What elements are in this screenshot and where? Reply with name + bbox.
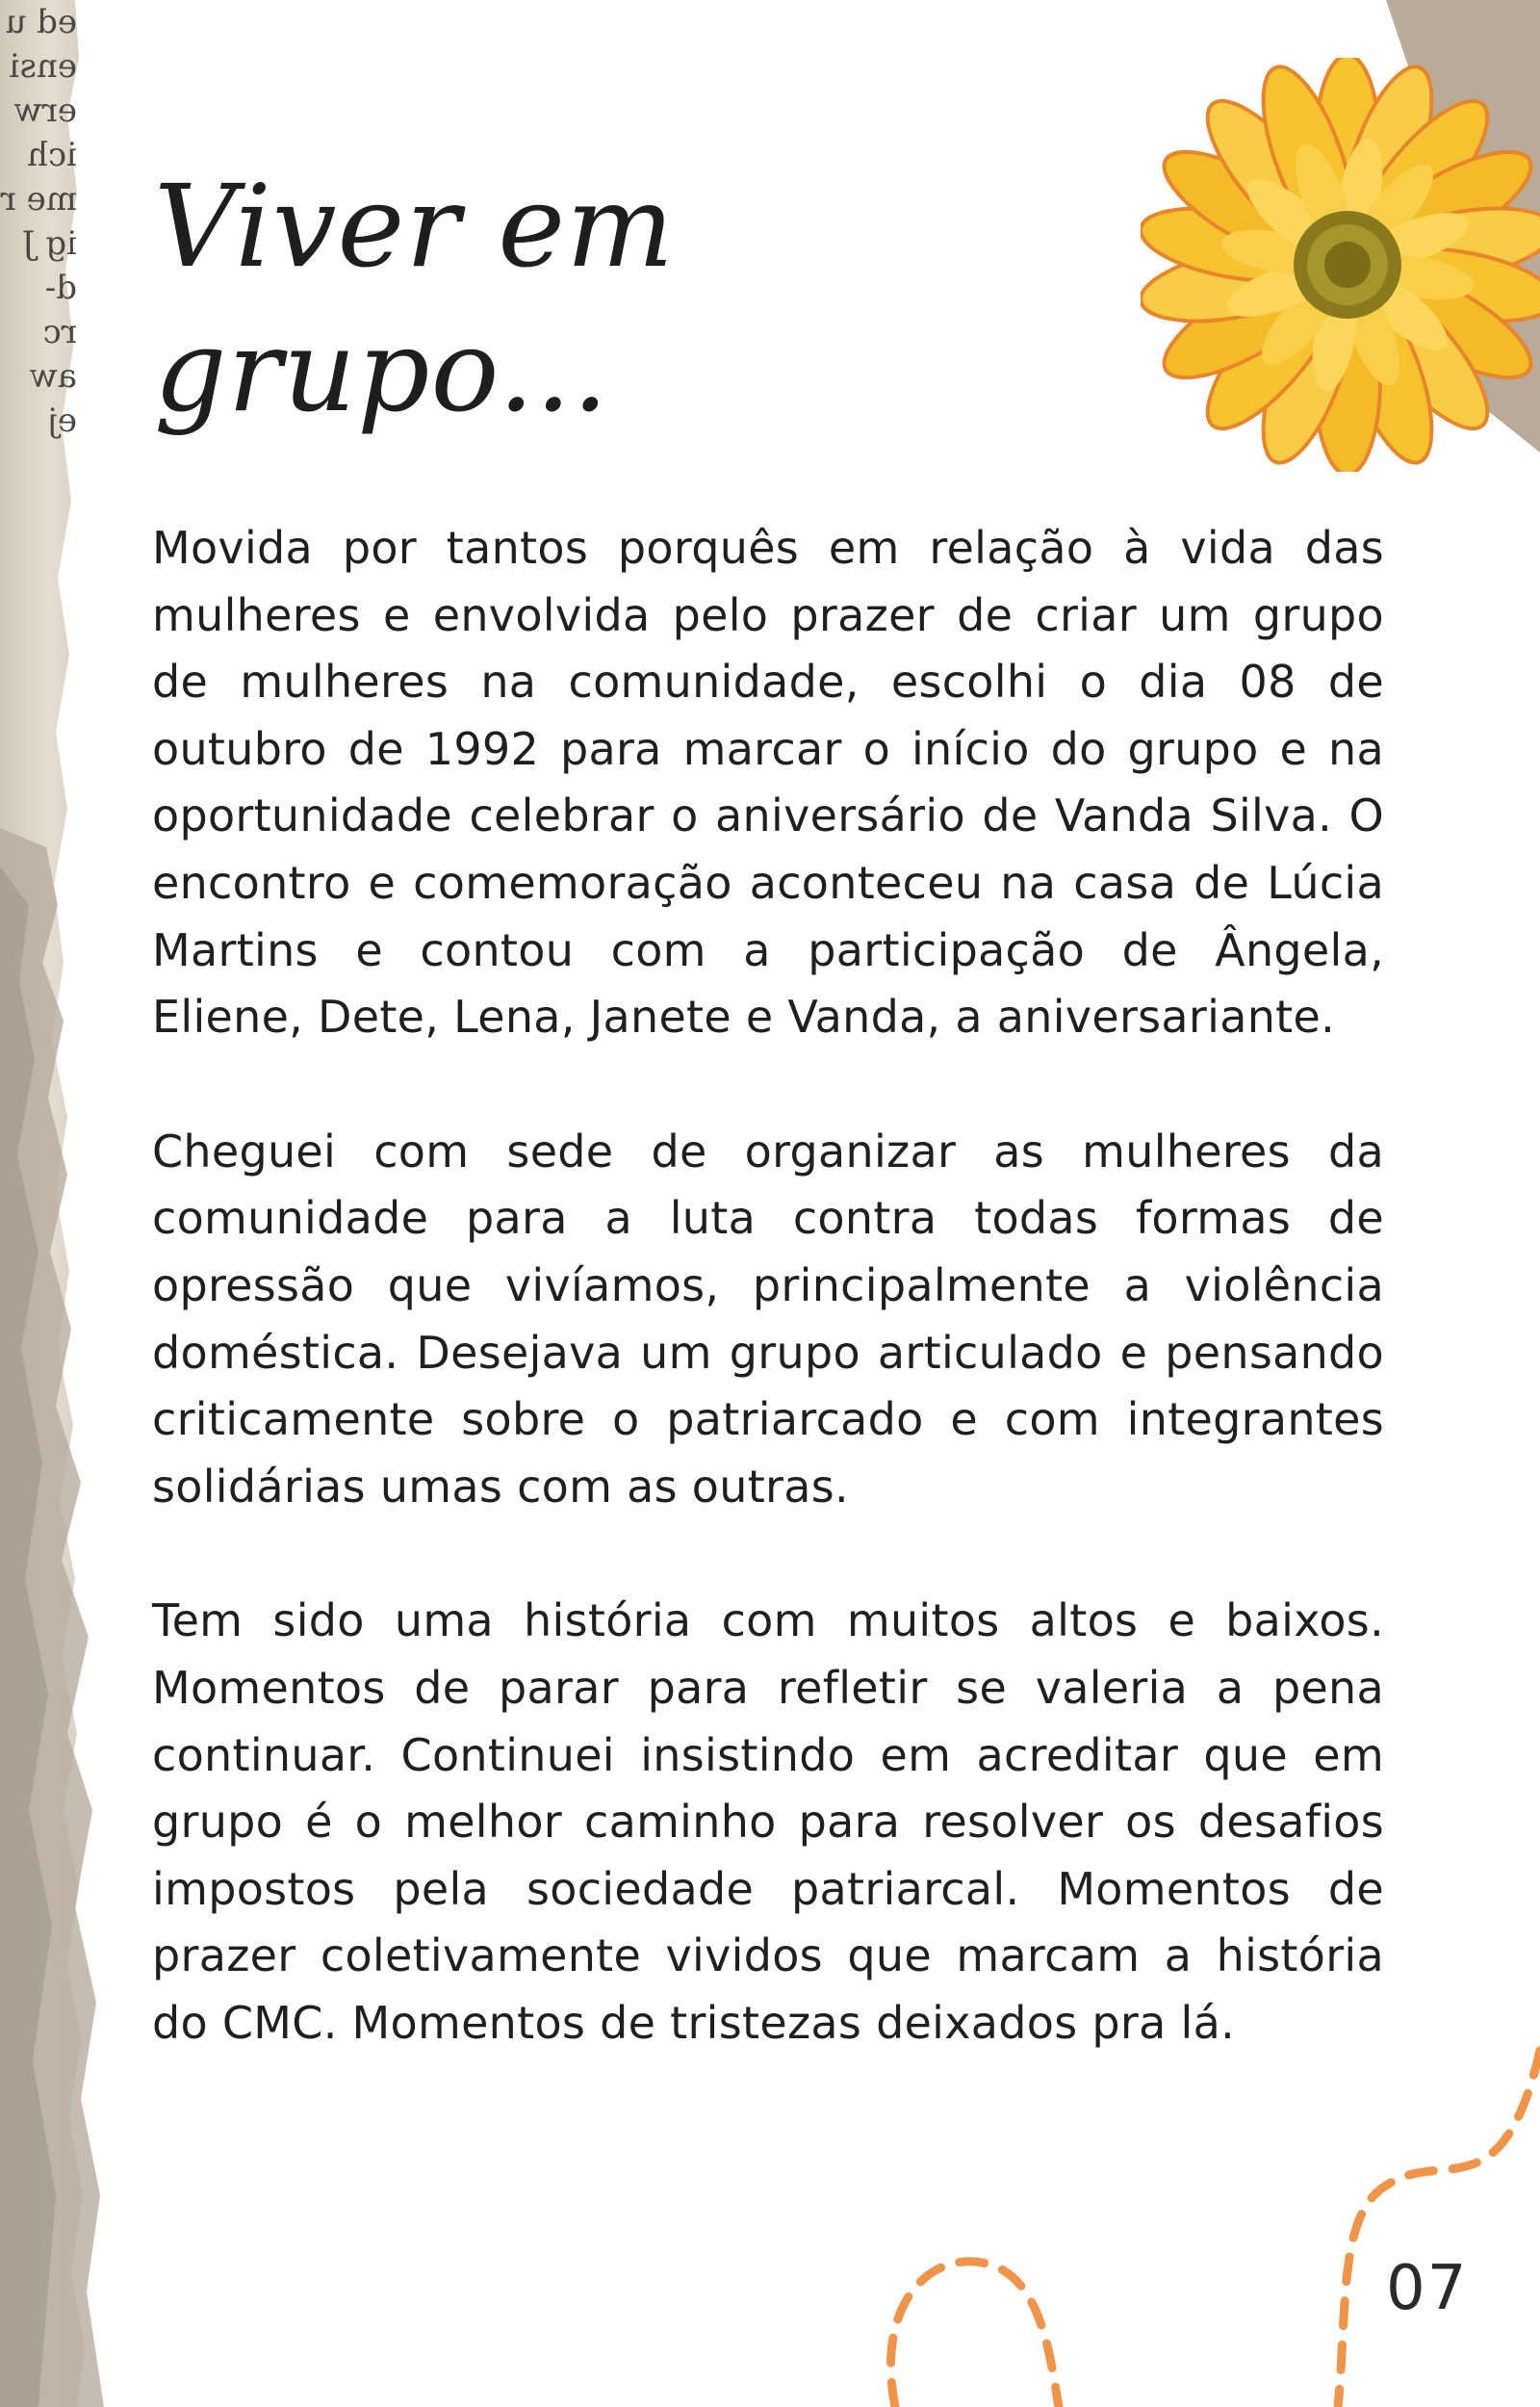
torn-newspaper-strip — [0, 0, 154, 2407]
page-title — [154, 154, 1020, 443]
title-line-1: Viver em — [154, 160, 676, 293]
title-line-2: grupo... — [154, 304, 609, 437]
page-number: 07 — [1386, 2253, 1469, 2324]
body-text — [152, 515, 1384, 2124]
yellow-flower-illustration — [1141, 58, 1540, 472]
newspaper-fragment: ed u ensi erw ich me r ig J d- rc aw ej — [0, 3, 77, 440]
paragraph: Movida por tantos porquês em relação à vida das mulheres e envolvida pelo prazer de criar um grupo de mulheres na comunidade, escolhi o dia 08 de outubro de 1992 para marcar o início do grupo e na oportunidade celebrar o aniversário de Vanda Silva. O encontro e comemoração aconteceu na casa de Lúcia Martins e contou com a participação de Ângela, Eliene, Dete, Lena, Janete e Vanda, a aniversariante. — [152, 522, 1384, 1044]
paragraph: Cheguei com sede de organizar as mulheres da comunidade para a luta contra todas formas de opressão que vivíamos, principalmente a violência doméstica. Desejava um grupo articulado e pensando criticamente sobre o patriarcado e com integrantes solidárias umas com as outras. — [152, 1125, 1384, 1513]
paragraph: Tem sido uma história com muitos altos e baixos. Momentos de parar para refletir se valeria a pena continuar. Continuei insistindo em acreditar que em grupo é o melhor caminho para resolver os desafios impostos pela sociedade patriarcal. Momentos de prazer coletivamente vividos que marcam a história do CMC. Momentos de tristezas deixados pra lá. — [152, 1594, 1384, 2049]
